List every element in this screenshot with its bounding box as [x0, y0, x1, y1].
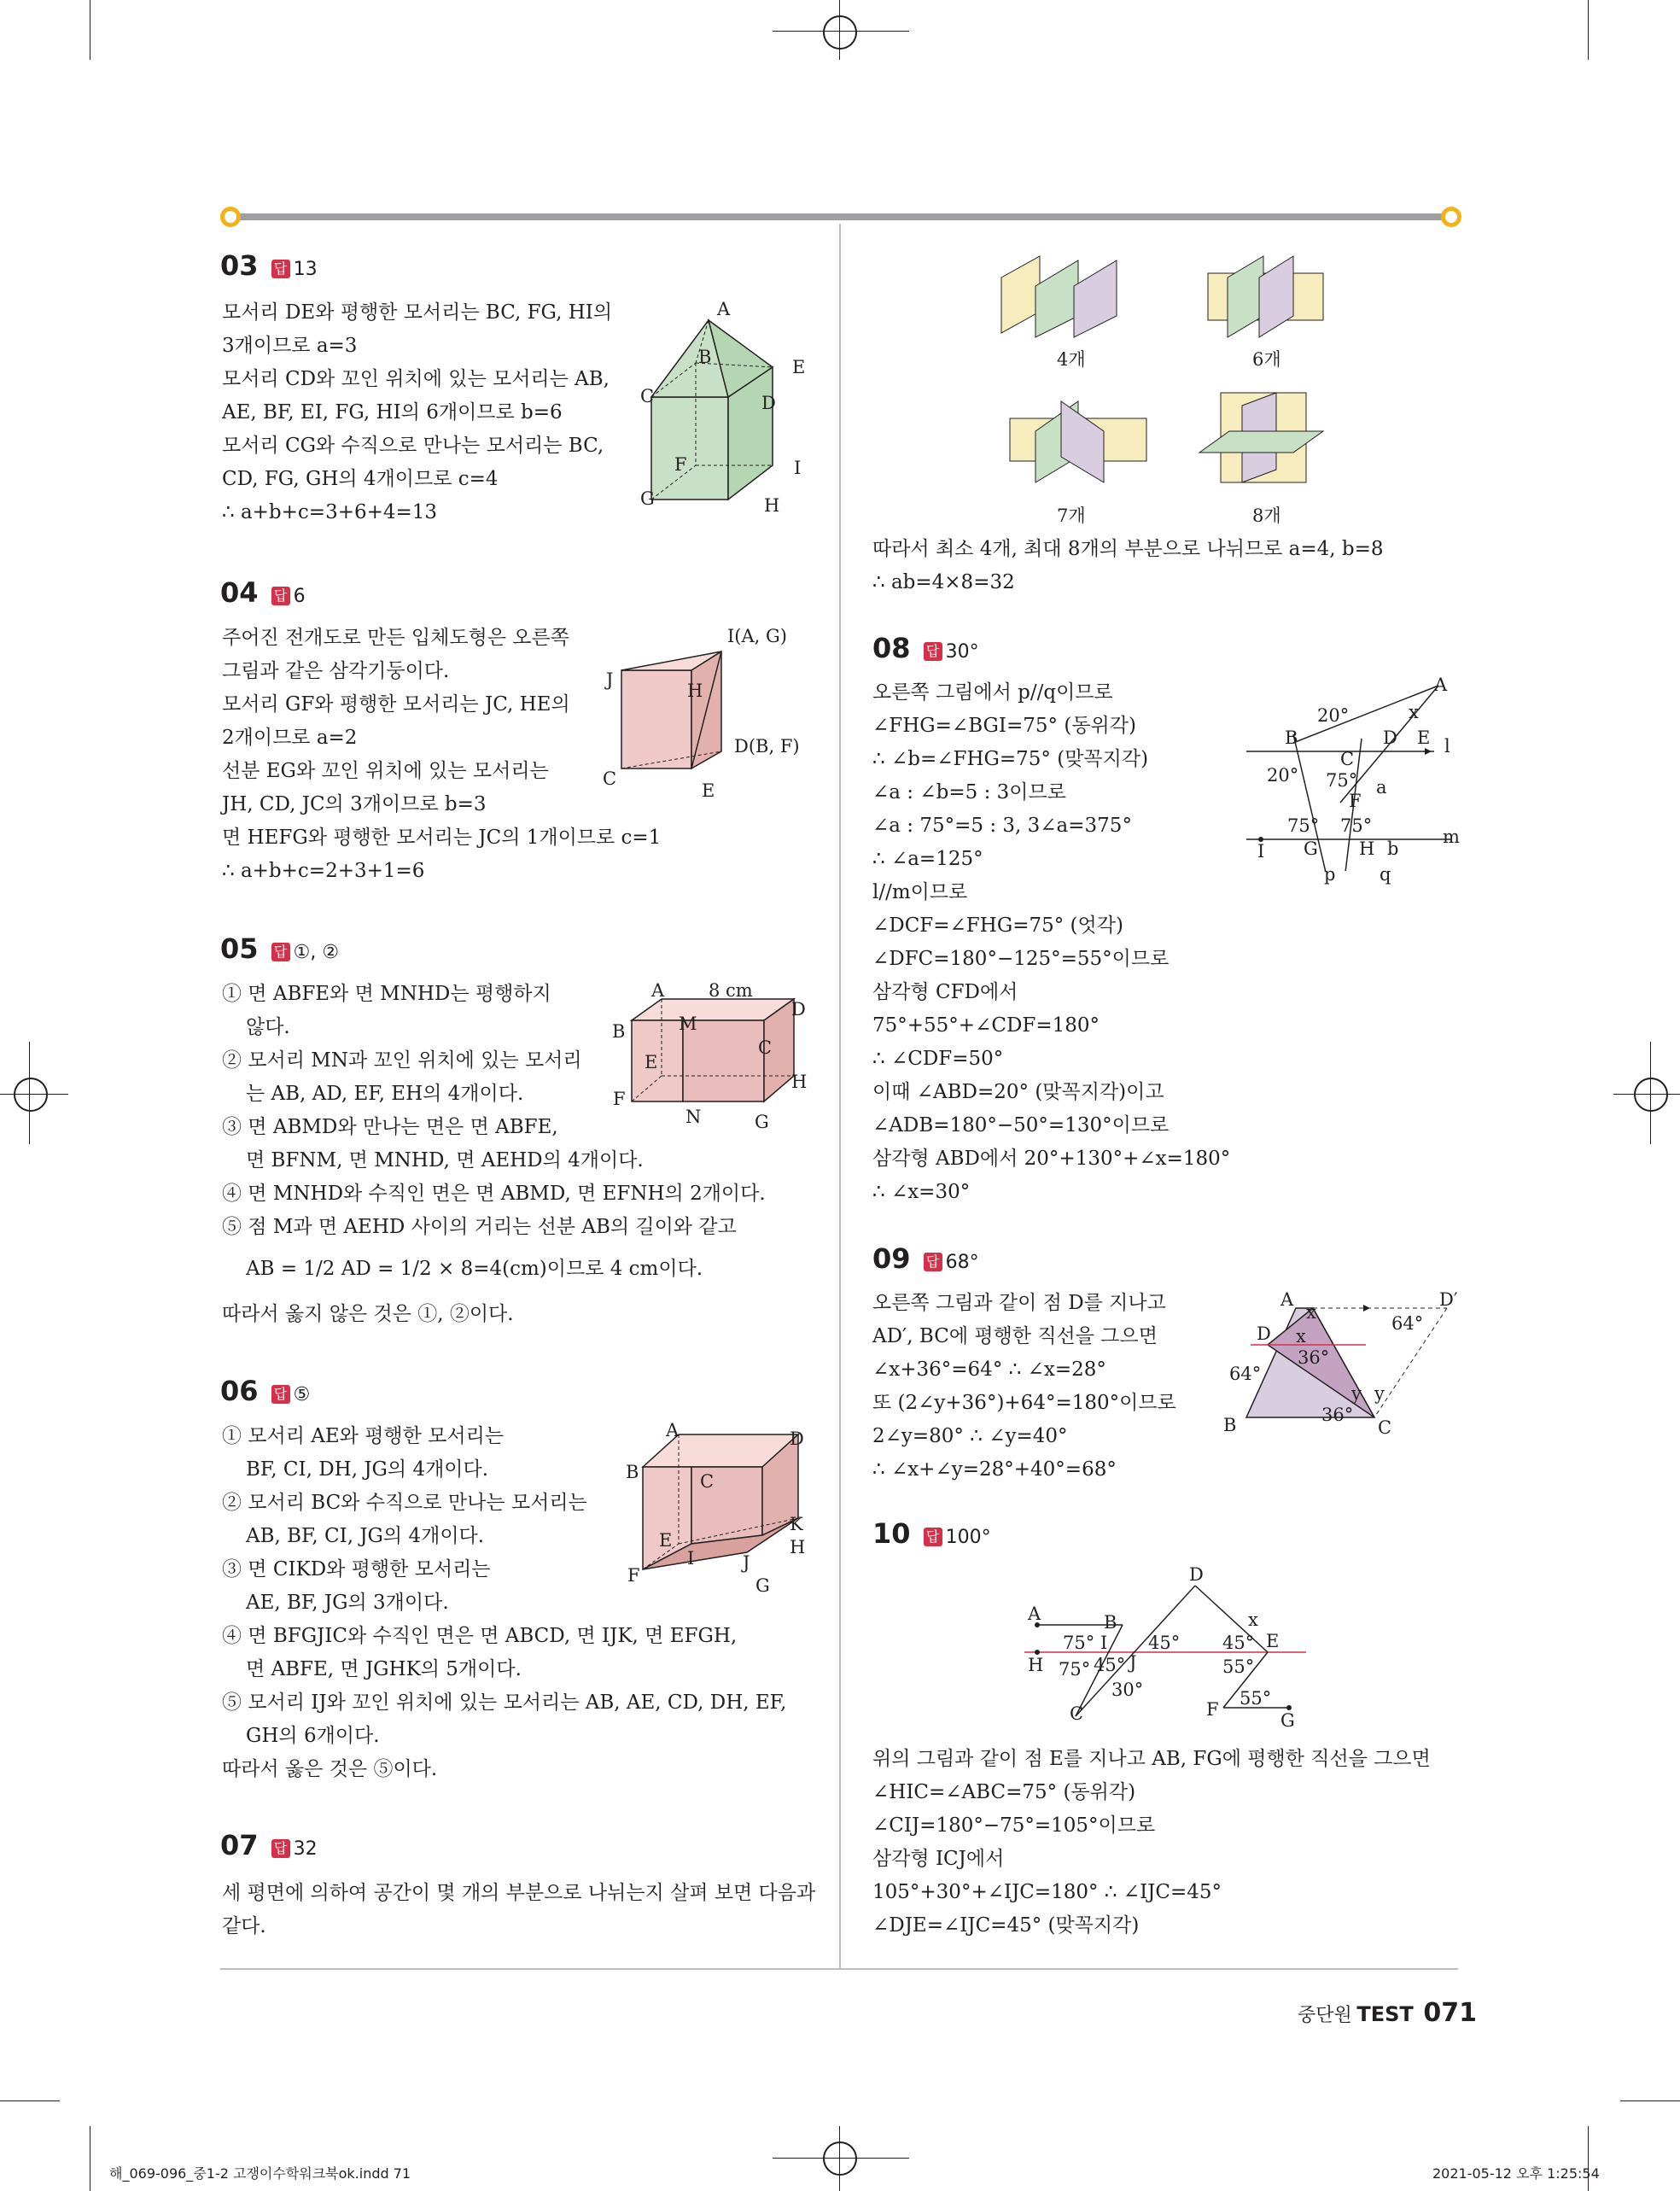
- angle-label: 20°: [1317, 705, 1350, 726]
- answer-value: 100°: [945, 1527, 991, 1548]
- point-label: I: [1100, 1633, 1108, 1653]
- vertex-label: I(A, G): [727, 626, 787, 646]
- angle-label: 55°: [1240, 1688, 1272, 1709]
- point-label: F: [1206, 1699, 1219, 1720]
- vertex-label: D: [761, 393, 776, 413]
- angle-label: x: [1248, 1610, 1258, 1630]
- problem-08-header: [872, 632, 979, 664]
- solution-line: 이때 ∠ABD=20° (맞꼭지각)이고: [872, 1081, 1164, 1103]
- angle-label: 36°: [1321, 1405, 1354, 1425]
- angle-label: 64°: [1229, 1364, 1262, 1384]
- solution-line: ∠a : ∠b=5 : 3이므로: [872, 781, 1066, 803]
- solution-line: ⑤ 점 M과 면 AEHD 사이의 거리는 선분 AB의 길이와 같고: [222, 1216, 737, 1238]
- solution-line: ∴ ∠a=125°: [872, 848, 983, 870]
- header-bar-right-dot: [1441, 207, 1461, 227]
- angle-label: 75°: [1287, 815, 1320, 836]
- crop-mark: [839, 0, 840, 60]
- solution-line: ∴ ∠x=30°: [872, 1181, 971, 1203]
- figure-07-planes-6: [1204, 252, 1332, 342]
- point-label: I: [1257, 841, 1265, 862]
- problem-number: 10: [872, 1517, 911, 1550]
- solution-line: ⑤ 모서리 IJ와 꼬인 위치에 있는 모서리는 AB, AE, CD, DH, EF,: [222, 1691, 787, 1714]
- answer-badge-icon: 답: [271, 260, 290, 278]
- crop-mark: [0, 2100, 60, 2101]
- solution-line: ∠a : 75°=5 : 3, 3∠a=375°: [872, 815, 1132, 837]
- solution-line: 105°+30°+∠IJC=180° ∴ ∠IJC=45°: [872, 1881, 1222, 1903]
- angle-label: 30°: [1111, 1680, 1144, 1700]
- figure-caption: 4개: [1057, 349, 1086, 370]
- dimension-label: 8 cm: [709, 980, 753, 1001]
- test-label: TEST: [1356, 2002, 1414, 2026]
- solution-line: 선분 EG와 꼬인 위치에 있는 모서리는: [222, 760, 549, 782]
- section-label: 중단원: [1298, 2005, 1352, 2026]
- crop-mark: [1620, 2100, 1680, 2101]
- vertex-label: K: [790, 1514, 803, 1534]
- solution-line: BF, CI, DH, JG의 4개이다.: [246, 1458, 489, 1481]
- vertex-label: H: [687, 681, 703, 701]
- figure-04-triangular-prism: [615, 645, 743, 781]
- solution-line: ∠FHG=∠BGI=75° (동위각): [872, 715, 1136, 737]
- solution-line: AB, BF, CI, JG의 4개이다.: [246, 1525, 485, 1547]
- vertex-label: C: [758, 1037, 773, 1058]
- angle-label: y: [1374, 1383, 1385, 1404]
- answer-value: 32: [293, 1838, 318, 1860]
- solution-line: 모서리 GF와 평행한 모서리는 JC, HE의: [222, 693, 570, 716]
- solution-line: ∴ a+b+c=3+6+4=13: [222, 501, 438, 523]
- solution-line: CD, FG, GH의 4개이므로 c=4: [222, 468, 499, 490]
- figure-caption: 6개: [1252, 349, 1281, 370]
- figure-07-planes-4: [997, 252, 1142, 342]
- figure-07-planes-7: [1006, 393, 1151, 487]
- angle-label: 64°: [1391, 1313, 1424, 1334]
- vertex-label: M: [679, 1014, 697, 1034]
- answer-value: 13: [293, 259, 318, 280]
- point-label: E: [1266, 1631, 1280, 1651]
- solution-line: 따라서 최소 4개, 최대 8개의 부분으로 나뉘므로 a=4, b=8: [872, 538, 1384, 560]
- solution-line: 면 HEFG와 평행한 모서리는 JC의 1개이므로 c=1: [222, 827, 662, 849]
- answer-badge-icon: 답: [924, 642, 942, 661]
- solution-line: ④ 면 MNHD와 수직인 면은 면 ABMD, 면 EFNH의 2개이다.: [222, 1183, 766, 1205]
- angle-label: a: [1376, 777, 1387, 798]
- figure-06-cut-cube: [636, 1424, 807, 1586]
- solution-line: 따라서 옳지 않은 것은 ①, ②이다.: [222, 1303, 514, 1325]
- solution-line: 세 평면에 의하여 공간이 몇 개의 부분으로 나뉘는지 살펴 보면 다음과: [222, 1882, 816, 1904]
- registration-mark-right: [1634, 1078, 1668, 1112]
- vertex-label: G: [755, 1112, 769, 1132]
- vertex-label: G: [640, 488, 655, 509]
- solution-line: ∠DCF=∠FHG=75° (엇각): [872, 914, 1123, 937]
- vertex-label: H: [791, 1072, 808, 1092]
- solution-line: ∠ADB=180°−50°=130°이므로: [872, 1114, 1170, 1136]
- solution-line: ② 모서리 MN과 꼬인 위치에 있는 모서리: [222, 1049, 582, 1072]
- solution-line: ∴ ∠x+∠y=28°+40°=68°: [872, 1458, 1117, 1481]
- slug-timestamp: 2021-05-12 오후 1:25:54: [1432, 2165, 1600, 2182]
- solution-line: 면 ABFE, 면 JGHK의 5개이다.: [246, 1658, 522, 1680]
- solution-line: AD′, BC에 평행한 직선을 그으면: [872, 1325, 1158, 1347]
- page-number: 071: [1423, 1998, 1477, 2028]
- point-label: A: [1434, 675, 1448, 695]
- angle-label: b: [1387, 838, 1399, 859]
- vertex-label: C: [700, 1471, 715, 1492]
- point-label: B: [1285, 727, 1298, 748]
- answer-value: ①, ②: [293, 942, 340, 963]
- point-label: B: [1223, 1415, 1237, 1435]
- solution-line: GH의 6개이다.: [246, 1725, 380, 1747]
- solution-line: 는 AB, AD, EF, EH의 4개이다.: [246, 1083, 524, 1105]
- vertex-label: E: [702, 780, 715, 801]
- crop-mark: [1588, 0, 1589, 60]
- solution-line: ∴ ∠b=∠FHG=75° (맞꼭지각): [872, 748, 1149, 770]
- problem-number: 07: [220, 1829, 259, 1861]
- point-label: C: [1378, 1417, 1392, 1438]
- answer-badge-icon: 답: [924, 1528, 942, 1546]
- solution-line: ∴ a+b+c=2+3+1=6: [222, 860, 425, 882]
- answer-value: 6: [293, 586, 306, 607]
- problem-number: 06: [220, 1375, 259, 1407]
- vertex-label: F: [613, 1089, 626, 1109]
- problem-number: 09: [872, 1242, 911, 1275]
- answer-badge-icon: 답: [271, 1385, 290, 1404]
- vertex-label: A: [717, 299, 731, 319]
- vertex-label: C: [640, 386, 655, 406]
- crop-mark: [1650, 1042, 1651, 1144]
- angle-label: 75°: [1326, 770, 1358, 791]
- crop-mark: [0, 1094, 68, 1095]
- solution-line: ③ 면 CIKD와 평행한 모서리는: [222, 1558, 491, 1580]
- figure-07-planes-8: [1195, 389, 1332, 487]
- crop-mark: [773, 2158, 909, 2159]
- problem-10-header: [872, 1517, 991, 1550]
- problem-03-header: [220, 249, 318, 282]
- angle-label: 36°: [1298, 1347, 1330, 1368]
- angle-label: 45°: [1222, 1633, 1255, 1653]
- angle-label: x: [1409, 702, 1419, 722]
- problem-number: 08: [872, 632, 911, 664]
- figure-caption: 7개: [1057, 505, 1086, 526]
- vertex-label: J: [743, 1552, 750, 1573]
- solution-line: 모서리 CG와 수직으로 만나는 모서리는 BC,: [222, 435, 604, 457]
- solution-line: 3개이므로 a=3: [222, 335, 358, 357]
- problem-number: 05: [220, 932, 259, 965]
- registration-mark-top: [823, 15, 857, 50]
- solution-line: ∴ ∠CDF=50°: [872, 1048, 1004, 1070]
- vertex-label: D: [791, 999, 806, 1020]
- point-label: B: [1104, 1612, 1117, 1633]
- vertex-label: G: [755, 1575, 770, 1596]
- point-label: C: [1070, 1703, 1084, 1724]
- angle-label: 55°: [1222, 1656, 1255, 1677]
- solution-line: ∠CIJ=180°−75°=105°이므로: [872, 1814, 1156, 1837]
- vertex-label: C: [603, 768, 617, 789]
- vertex-label: E: [645, 1052, 658, 1072]
- problem-number: 04: [220, 576, 259, 609]
- point-label: D′: [1439, 1289, 1458, 1310]
- angle-label: 45°: [1094, 1655, 1126, 1675]
- solution-line: 같다.: [222, 1915, 266, 1937]
- vertex-label: I: [794, 458, 802, 478]
- solution-line: ∴ ab=4×8=32: [872, 571, 1015, 593]
- solution-line: ∠x+36°=64° ∴ ∠x=28°: [872, 1358, 1106, 1381]
- point-label: G: [1280, 1710, 1295, 1731]
- point-label: D: [1383, 727, 1397, 748]
- answer-value: 30°: [945, 641, 979, 663]
- angle-label: 75°: [1063, 1633, 1095, 1653]
- solution-line: 오른쪽 그림에서 p//q이므로: [872, 681, 1113, 704]
- problem-number: 03: [220, 249, 259, 282]
- point-label: D: [1189, 1564, 1204, 1585]
- registration-mark-bottom: [823, 2141, 857, 2176]
- line-label: l: [1444, 736, 1450, 757]
- solution-line: ③ 면 ABMD와 만나는 면은 면 ABFE,: [222, 1116, 558, 1138]
- solution-line: 위의 그림과 같이 점 E를 지나고 AB, FG에 평행한 직선을 그으면: [872, 1748, 1431, 1770]
- answer-value: ⑤: [293, 1384, 311, 1405]
- solution-line: ∠HIC=∠ABC=75° (동위각): [872, 1781, 1136, 1803]
- angle-label: 75°: [1059, 1659, 1091, 1680]
- vertex-label: B: [612, 1021, 626, 1042]
- point-label: C: [1340, 749, 1355, 769]
- point-label: H: [1359, 838, 1375, 859]
- line-label: m: [1443, 827, 1460, 847]
- vertex-label: H: [764, 495, 780, 516]
- vertex-label: B: [626, 1462, 639, 1482]
- header-bar: [229, 213, 1450, 220]
- point-label: G: [1304, 838, 1318, 859]
- solution-line: ② 모서리 BC와 수직으로 만나는 모서리는: [222, 1492, 587, 1514]
- angle-label: 20°: [1267, 765, 1299, 786]
- bottom-rule: [220, 1968, 1458, 1970]
- solution-line: AB = 1/2 AD = 1/2 × 8=4(cm)이므로 4 cm이다.: [246, 1258, 703, 1280]
- angle-label: x: [1306, 1302, 1316, 1323]
- header-bar-left-dot: [220, 207, 241, 227]
- vertex-label: I: [687, 1548, 695, 1569]
- solution-line: 않다.: [246, 1016, 290, 1038]
- angle-label: y: [1351, 1383, 1362, 1404]
- solution-line: ① 모서리 AE와 평행한 모서리는: [222, 1425, 505, 1447]
- solution-line: JH, CD, JC의 3개이므로 b=3: [222, 793, 487, 815]
- solution-line: ① 면 ABFE와 면 MNHD는 평행하지: [222, 983, 551, 1005]
- solution-line: 2개이므로 a=2: [222, 727, 358, 749]
- vertex-label: B: [698, 347, 712, 367]
- problem-07-header: [220, 1829, 318, 1861]
- problem-05-header: [220, 932, 339, 965]
- registration-mark-left: [14, 1078, 48, 1112]
- point-label: A: [1028, 1604, 1041, 1624]
- solution-line: ④ 면 BFGJIC와 수직인 면은 면 ABCD, 면 IJK, 면 EFGH,: [222, 1625, 738, 1647]
- vertex-label: F: [627, 1565, 640, 1586]
- column-divider: [839, 224, 841, 1970]
- vertex-label: A: [666, 1420, 680, 1440]
- angle-label: x: [1296, 1326, 1306, 1347]
- solution-line: 오른쪽 그림과 같이 점 D를 지나고: [872, 1292, 1166, 1314]
- line-label: q: [1380, 864, 1391, 885]
- solution-line: 모서리 CD와 꼬인 위치에 있는 모서리는 AB,: [222, 368, 610, 390]
- answer-badge-icon: 답: [271, 943, 290, 961]
- point-label: J: [1129, 1652, 1137, 1673]
- solution-line: 2∠y=80° ∴ ∠y=40°: [872, 1425, 1068, 1447]
- solution-line: 면 BFNM, 면 MNHD, 면 AEHD의 4개이다.: [246, 1149, 644, 1171]
- vertex-label: D(B, F): [734, 736, 800, 757]
- crop-mark: [1613, 1094, 1680, 1095]
- solution-line: ∠DFC=180°−125°=55°이므로: [872, 948, 1170, 970]
- slug-filename: 해_069-096_중1-2 고쟁이수학워크북ok.indd 71: [109, 2165, 411, 2182]
- vertex-label: A: [651, 980, 665, 1001]
- answer-badge-icon: 답: [924, 1253, 942, 1271]
- solution-line: 삼각형 ABD에서 20°+130°+∠x=180°: [872, 1148, 1231, 1170]
- crop-mark: [839, 2126, 840, 2191]
- page-label: [1298, 1998, 1477, 2028]
- point-label: H: [1028, 1655, 1044, 1675]
- solution-line: 따라서 옳은 것은 ⑤이다.: [222, 1758, 438, 1780]
- point-label: F: [1349, 791, 1362, 811]
- vertex-label: N: [685, 1107, 702, 1127]
- crop-mark: [773, 31, 909, 32]
- angle-label: 75°: [1340, 815, 1373, 836]
- crop-mark: [29, 1042, 30, 1144]
- problem-09-header: [872, 1242, 979, 1275]
- answer-badge-icon: 답: [271, 1839, 290, 1858]
- solution-line: 그림과 같은 삼각기둥이다.: [222, 660, 450, 682]
- answer-badge-icon: 답: [271, 587, 290, 605]
- point-label: A: [1280, 1289, 1294, 1310]
- answer-value: 68°: [945, 1252, 979, 1273]
- solution-line: AE, BF, EI, FG, HI의 6개이므로 b=6: [222, 401, 563, 424]
- figure-caption: 8개: [1252, 505, 1281, 526]
- vertex-label: E: [659, 1530, 673, 1551]
- solution-line: 75°+55°+∠CDF=180°: [872, 1014, 1100, 1037]
- solution-line: 또 (2∠y+36°)+64°=180°이므로: [872, 1392, 1176, 1414]
- point-label: D: [1257, 1323, 1271, 1344]
- solution-line: AE, BF, JG의 3개이다.: [246, 1592, 449, 1614]
- vertex-label: D: [790, 1429, 804, 1449]
- vertex-label: F: [674, 454, 687, 475]
- vertex-label: H: [790, 1537, 806, 1557]
- solution-line: 주어진 전개도로 만든 입체도형은 오른쪽: [222, 627, 569, 649]
- solution-line: 삼각형 CFD에서: [872, 981, 1018, 1003]
- solution-line: l//m이므로: [872, 881, 968, 903]
- point-label: E: [1417, 727, 1431, 748]
- line-label: p: [1324, 864, 1336, 885]
- solution-line: 모서리 DE와 평행한 모서리는 BC, FG, HI의: [222, 301, 613, 324]
- solution-line: 삼각형 ICJ에서: [872, 1848, 1005, 1870]
- problem-04-header: [220, 576, 306, 609]
- vertex-label: J: [606, 669, 614, 690]
- solution-line: ∠DJE=∠IJC=45° (맞꼭지각): [872, 1914, 1140, 1937]
- vertex-label: E: [792, 357, 806, 377]
- angle-label: 45°: [1148, 1633, 1181, 1653]
- problem-06-header: [220, 1375, 310, 1407]
